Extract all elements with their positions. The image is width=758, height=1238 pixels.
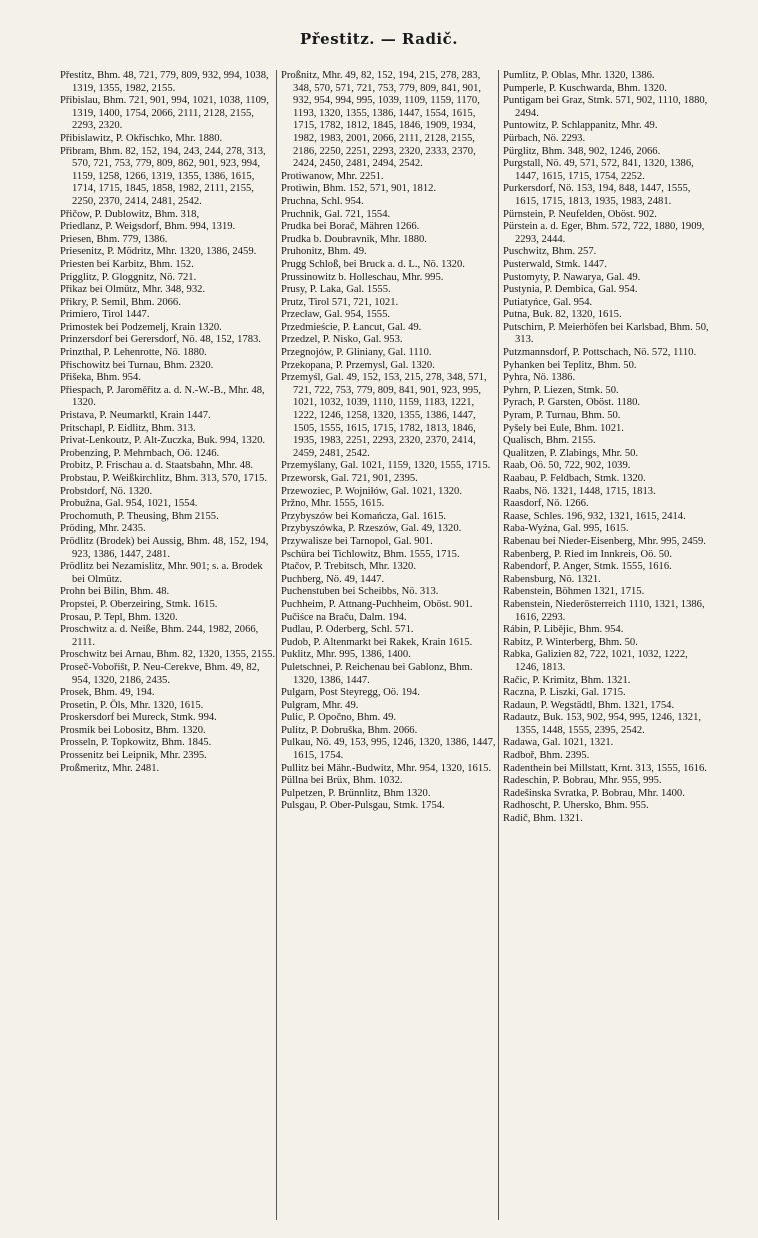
directory-entry: Puchheim, P. Attnang-Puchheim, Oböst. 901. — [281, 598, 473, 610]
directory-entry: Pyram, P. Turnau, Bhm. 50. — [503, 410, 621, 422]
directory-entry: Rabenstein, Böhmen 1321, 1715. — [503, 586, 645, 598]
directory-entry: Przeworsk, Gal. 721, 901, 2395. — [281, 473, 418, 484]
directory-entry: Priedlanz, P. Weigsdorf, Bhm. 994, 1319. — [60, 221, 236, 233]
directory-entry: Pustynia, P. Dembica, Gal. 954. — [503, 284, 638, 296]
directory-entry: Rabitz, P. Winterberg, Bhm. 50. — [503, 636, 638, 648]
directory-entry: Przybyszów bei Komańcza, Gal. 1615. — [281, 510, 447, 522]
directory-entry: Probitz, P. Frischau a. d. Staatsbahn, Mhr. 48. — [60, 460, 254, 472]
directory-entry: Raab, Oö. 50, 722, 902, 1039. — [503, 460, 631, 472]
directory-entry: Putzmannsdorf, P. Pottschach, Nö. 572, 1110. — [503, 347, 697, 359]
directory-entry: Pruhonitz, Bhm. 49. — [281, 246, 367, 258]
directory-entry: Przegnojów, P. Gliniany, Gal. 1110. — [281, 347, 432, 359]
directory-entry: Prossenitz bei Leipnik, Mhr. 2395. — [60, 750, 207, 762]
directory-entry: Proschwitz a. d. Neiße, Bhm. 244, 1982, 2066, 2111. — [60, 624, 259, 648]
directory-entry: Přestitz, Bhm. 48, 721, 779, 809, 932, 994, 1038, 1319, 1355, 1982, 2155. — [60, 70, 269, 94]
directory-entry: Pürbach, Nö. 2293. — [503, 132, 586, 144]
directory-entry: Prugg Schloß, bei Bruck a. d. L., Nö. 1320. — [281, 258, 465, 270]
directory-entry: Radautz, Buk. 153, 902, 954, 995, 1246, 1321, 1355, 1448, 1555, 2395, 2542. — [503, 712, 702, 736]
directory-entry: Přišeka, Bhm. 954. — [60, 372, 141, 384]
directory-entry: Pürstein a. d. Eger, Bhm. 572, 722, 1880, 1909, 2293, 2444. — [503, 221, 705, 245]
directory-entry: Ptačov, P. Trebitsch, Mhr. 1320. — [281, 561, 416, 573]
directory-entry: Radhoscht, P. Uhersko, Bhm. 955. — [503, 800, 649, 812]
directory-entry: Probenzing, P. Mehrnbach, Oö. 1246. — [60, 447, 220, 459]
directory-entry: Račic, P. Krimitz, Bhm. 1321. — [503, 674, 631, 686]
directory-entry: Pusterwald, Stmk. 1447. — [503, 258, 607, 270]
directory-entry: Przywalisze bei Tarnopol, Gal. 901. — [281, 535, 433, 547]
directory-entry: Purkersdorf, Nö. 153, 194, 848, 1447, 1555, 1615, 1715, 1813, 1935, 1983, 2481. — [503, 183, 691, 207]
directory-entry: Puntowitz, P. Schlappanitz, Mhr. 49. — [503, 120, 658, 132]
directory-entry: Puchberg, Nö. 49, 1447. — [281, 573, 385, 585]
directory-entry: Propstei, P. Oberzeiring, Stmk. 1615. — [60, 598, 218, 610]
directory-entry: Pyrach, P. Garsten, Oböst. 1180. — [503, 397, 641, 409]
directory-entry: Privat-Lenkoutz, P. Alt-Zuczka, Buk. 994, 1320. — [60, 435, 266, 447]
directory-entry: Pullitz bei Mähr.-Budwitz, Mhr. 954, 1320, 1615. — [281, 762, 492, 774]
directory-entry: Prutz, Tirol 571, 721, 1021. — [281, 296, 399, 308]
directory-entry: Przekopana, P. Przemysl, Gal. 1320. — [281, 359, 435, 371]
directory-entry: Prudka bei Borač, Mähren 1266. — [281, 221, 420, 233]
column-1 — [60, 70, 278, 775]
directory-entry: Priesenitz, P. Mödritz, Mhr. 1320, 1386, 2459. — [60, 246, 257, 258]
directory-entry: Prussinowitz b. Holleschau, Mhr. 995. — [281, 271, 444, 283]
directory-entry: Prinzersdorf bei Gerersdorf, Nö. 48, 152, 1783. — [60, 334, 261, 346]
directory-entry: Proschwitz bei Arnau, Bhm. 82, 1320, 1355, 2155. — [60, 649, 276, 661]
directory-entry: Přiespach, P. Jaroměřitz a. d. N.-W.-B., Mhr. 48, 1320. — [60, 384, 265, 409]
directory-entry: Qualitzen, P. Zlabings, Mhr. 50. — [503, 447, 639, 459]
directory-entry: Raabau, P. Feldbach, Stmk. 1320. — [503, 473, 646, 484]
column-3 — [498, 70, 711, 1220]
directory-entry: Primostek bei Podzemelj, Krain 1320. — [60, 321, 222, 333]
directory-entry: Pulsgau, P. Ober-Pulsgau, Stmk. 1754. — [281, 800, 445, 812]
directory-entry: Radawa, Gal. 1021, 1321. — [503, 737, 614, 749]
directory-entry: Pyhrn, P. Liezen, Stmk. 50. — [503, 384, 619, 396]
directory-entry: Raba-Wyżna, Gal. 995, 1615. — [503, 523, 629, 535]
directory-entry: Pruchnik, Gal. 721, 1554. — [281, 208, 391, 220]
directory-entry: Puntigam bei Graz, Stmk. 571, 902, 1110, 1880, 2494. — [503, 95, 708, 119]
directory-entry: Pulic, P. Opočno, Bhm. 49. — [281, 712, 397, 724]
directory-entry: Probužna, Gal. 954, 1021, 1554. — [60, 498, 198, 510]
directory-entry: Rabensburg, Nö. 1321. — [503, 573, 601, 585]
directory-entry: Pudlau, P. Oderberg, Schl. 571. — [281, 624, 414, 636]
directory-entry: Prusy, P. Laka, Gal. 1555. — [281, 284, 391, 296]
directory-entry: Przedzel, P. Nisko, Gal. 953. — [281, 334, 403, 346]
directory-entry: Przemyślany, Gal. 1021, 1159, 1320, 1555, 1715. — [281, 460, 491, 472]
directory-entry: Přibram, Bhm. 82, 152, 194, 243, 244, 278, 313, 570, 721, 753, 779, 809, 862, 901, 923, 994, 1159, 1258, 1266, 1319, 1355, 1386, 1615, 1714, 1715, 1845, 1858, 1982, 2111, 2155, 2250, 2370, 2414, 2481, 2542. — [60, 145, 266, 207]
directory-entry: Radboř, Bhm. 2395. — [503, 750, 590, 762]
directory-entry: Pschüra bei Tichlowitz, Bhm. 1555, 1715. — [281, 548, 460, 560]
directory-entry: Přibislawitz, P. Okřischko, Mhr. 1880. — [60, 132, 223, 144]
directory-entry: Proßnitz, Mhr. 49, 82, 152, 194, 215, 278, 283, 348, 570, 571, 721, 753, 779, 809, 841, 901, 932, 954, 994, 995, 1039, 1109, 1159, 1170, 1193, 1320, 1355, 1386, 1447, 1554, 1615, 1715, 1782, 1812, 1845, 1846, 1909, 1934, 1982, 1983, 2001, 2066, 2111, 2128, 2155, 2186, 2250, 2251, 2293, 2320, 2333, 2370, 2424, 2450, 2481, 2494, 2542. — [281, 70, 482, 170]
directory-entry: Putna, Buk. 82, 1320, 1615. — [503, 309, 622, 321]
directory-entry: Puklitz, Mhr. 995, 1386, 1400. — [281, 649, 411, 661]
directory-entry: Proßmeritz, Mhr. 2481. — [60, 762, 160, 774]
directory-entry: Priesten bei Karbitz, Bhm. 152. — [60, 258, 194, 270]
directory-entry: Rabenau bei Nieder-Eisenberg, Mhr. 995, 2459. — [503, 535, 706, 547]
directory-entry: Pudob, P. Altenmarkt bei Rakek, Krain 1615. — [281, 636, 473, 648]
directory-entry: Pumlitz, P. Oblas, Mhr. 1320, 1386. — [503, 70, 655, 81]
directory-entry: Pyšely bei Eule, Bhm. 1021. — [503, 422, 624, 434]
directory-entry: Pumperle, P. Kuschwarda, Bhm. 1320. — [503, 82, 667, 94]
directory-entry: Pruchna, Schl. 954. — [281, 195, 364, 207]
directory-entry: Prosmik bei Lobositz, Bhm. 1320. — [60, 724, 206, 736]
column-2 — [276, 70, 499, 1220]
directory-entry: Pulpetzen, P. Brünnlitz, Bhm 1320. — [281, 787, 431, 799]
directory-entry: Přikaz bei Olmütz, Mhr. 348, 932. — [60, 284, 206, 296]
directory-entry: Přischowitz bei Turnau, Bhm. 2320. — [60, 359, 214, 371]
directory-entry: Pržno, Mhr. 1555, 1615. — [281, 498, 385, 510]
directory-entry: Prochomuth, P. Theusing, Bhm 2155. — [60, 510, 219, 522]
directory-entry: Prinzthal, P. Lehenrotte, Nö. 1880. — [60, 347, 207, 359]
directory-entry: Priesen, Bhm. 779, 1386. — [60, 233, 168, 245]
directory-entry: Přičow, P. Dublowitz, Bhm. 318, — [60, 208, 200, 220]
directory-entry: Radaun, P. Wegstädtl, Bhm. 1321, 1754. — [503, 699, 675, 711]
directory-entry: Prosseln, P. Topkowitz, Bhm. 1845. — [60, 737, 212, 749]
directory-entry: Prödlitz bei Nezamislitz, Mhr. 901; s. a. Brodek bei Olmütz. — [60, 561, 263, 585]
directory-entry: Pulgarn, Post Steyregg, Oö. 194. — [281, 687, 420, 699]
directory-entry: Probstdorf, Nö. 1320. — [60, 485, 153, 497]
directory-entry: Prohn bei Bilin, Bhm. 48. — [60, 586, 170, 598]
directory-entry: Puschwitz, Bhm. 257. — [503, 246, 597, 258]
directory-entry: Pulgram, Mhr. 49. — [281, 699, 359, 711]
directory-entry: Prigglitz, P. Gloggnitz, Nö. 721. — [60, 271, 197, 283]
directory-entry: Pyhanken bei Teplitz, Bhm. 50. — [503, 359, 637, 371]
directory-entry: Radič, Bhm. 1321. — [503, 813, 583, 825]
directory-entry: Pustomyty, P. Nawarya, Gal. 49. — [503, 271, 641, 283]
directory-entry: Protiwanow, Mhr. 2251. — [281, 170, 384, 182]
directory-entry: Protiwin, Bhm. 152, 571, 901, 1812. — [281, 183, 437, 195]
directory-entry: Raase, Schles. 196, 932, 1321, 1615, 2414. — [503, 510, 686, 522]
directory-entry: Raabs, Nö. 1321, 1448, 1715, 1813. — [503, 485, 656, 497]
directory-entry: Prosek, Bhm. 49, 194. — [60, 687, 155, 699]
directory-entry: Prödlitz (Brodek) bei Aussig, Bhm. 48, 152, 194, 923, 1386, 1447, 2481. — [60, 535, 269, 560]
directory-entry: Radeschin, P. Bobrau, Mhr. 955, 995. — [503, 775, 662, 787]
directory-entry: Pürglitz, Bhm. 348, 902, 1246, 2066. — [503, 145, 661, 157]
directory-entry: Proseč-Vobořišt, P. Neu-Cerekve, Bhm. 49, 82, 954, 1320, 2186, 2435. — [60, 661, 260, 686]
directory-entry: Pulitz, P. Dobruška, Bhm. 2066. — [281, 724, 418, 736]
directory-entry: Raasdorf, Nö. 1266. — [503, 498, 589, 510]
directory-entry: Przecław, Gal. 954, 1555. — [281, 309, 391, 321]
directory-entry: Puletschnei, P. Reichenau bei Gablonz, Bhm. 1320, 1386, 1447. — [281, 661, 473, 686]
directory-entry: Pyhra, Nö. 1386. — [503, 372, 576, 384]
directory-entry: Püllna bei Brüx, Bhm. 1032. — [281, 775, 403, 787]
directory-entry: Puchenstuben bei Scheibbs, Nö. 313. — [281, 586, 439, 598]
directory-entry: Putschirn, P. Meierhöfen bei Karlsbad, Bhm. 50, 313. — [503, 321, 709, 346]
directory-entry: Radešinska Svratka, P. Bobrau, Mhr. 1400. — [503, 787, 685, 799]
directory-entry: Proskersdorf bei Mureck, Stmk. 994. — [60, 712, 217, 724]
directory-entry: Primiero, Tirol 1447. — [60, 309, 150, 321]
directory-entry: Przemyśl, Gal. 49, 152, 153, 215, 278, 348, 571, 721, 722, 753, 779, 809, 841, 901, 923, 995, 1021, 1032, 1039, 1110, 1159, 1183, 1221, 1222, 1246, 1258, 1320, 1355, 1386, 1447, 1505, 1555, 1615, 1715, 1782, 1813, 1846, 1935, 1983, 2251, 2293, 2320, 2370, 2414, 2459, 2481, 2542. — [281, 372, 487, 459]
directory-entry: Purgstall, Nö. 49, 571, 572, 841, 1320, 1386, 1447, 1615, 1715, 1754, 2252. — [503, 158, 694, 182]
directory-entry: Prosau, P. Tepl, Bhm. 1320. — [60, 611, 178, 623]
directory-entry: Rabendorf, P. Anger, Stmk. 1555, 1616. — [503, 561, 672, 573]
directory-entry: Pulkau, Nö. 49, 153, 995, 1246, 1320, 1386, 1447, 1615, 1754. — [281, 737, 496, 762]
directory-entry: Pučiśce na Braču, Dalm. 194. — [281, 611, 407, 623]
directory-entry: Rabenstein, Niederösterreich 1110, 1321, 1386, 1616, 2293. — [503, 598, 705, 623]
directory-entry: Putiatyńce, Gal. 954. — [503, 296, 593, 308]
directory-entry: Prudka b. Doubravnik, Mhr. 1880. — [281, 233, 427, 245]
directory-entry: Przybyszówka, P. Rzeszów, Gal. 49, 1320. — [281, 523, 462, 535]
page-header: Přestitz. — Radič. — [300, 30, 458, 48]
directory-entry: Raczna, P. Liszki, Gal. 1715. — [503, 687, 626, 699]
directory-entry: Pröding, Mhr. 2435. — [60, 523, 146, 535]
directory-entry: Pürnstein, P. Neufelden, Oböst. 902. — [503, 208, 657, 220]
directory-entry: Przedmieście, P. Łancut, Gal. 49. — [281, 321, 422, 333]
directory-entry: Rábin, P. Libějic, Bhm. 954. — [503, 624, 624, 636]
directory-entry: Pritschapl, P. Eidlitz, Bhm. 313. — [60, 422, 196, 434]
directory-entry: Prosetin, P. Öls, Mhr. 1320, 1615. — [60, 699, 204, 711]
directory-entry: Rabenberg, P. Ried im Innkreis, Oö. 50. — [503, 548, 672, 560]
directory-entry: Pristava, P. Neumarktl, Krain 1447. — [60, 410, 211, 422]
directory-entry: Radenthein bei Millstatt, Krnt. 313, 1555, 1616. — [503, 762, 707, 774]
directory-entry: Přibislau, Bhm. 721, 901, 994, 1021, 1038, 1109, 1319, 1400, 1754, 2066, 2111, 2128, 2155, 2293, 2320. — [60, 95, 269, 132]
directory-entry: Qualisch, Bhm. 2155. — [503, 435, 596, 447]
directory-entry: Probstau, P. Weißkirchlitz, Bhm. 313, 570, 1715. — [60, 473, 267, 484]
directory-entry: Přikry, P. Semil, Bhm. 2066. — [60, 296, 181, 308]
directory-entry: Rabka, Galizien 82, 722, 1021, 1032, 1222, 1246, 1813. — [503, 649, 688, 673]
directory-entry: Przewoziec, P. Wojniłów, Gal. 1021, 1320. — [281, 485, 462, 497]
